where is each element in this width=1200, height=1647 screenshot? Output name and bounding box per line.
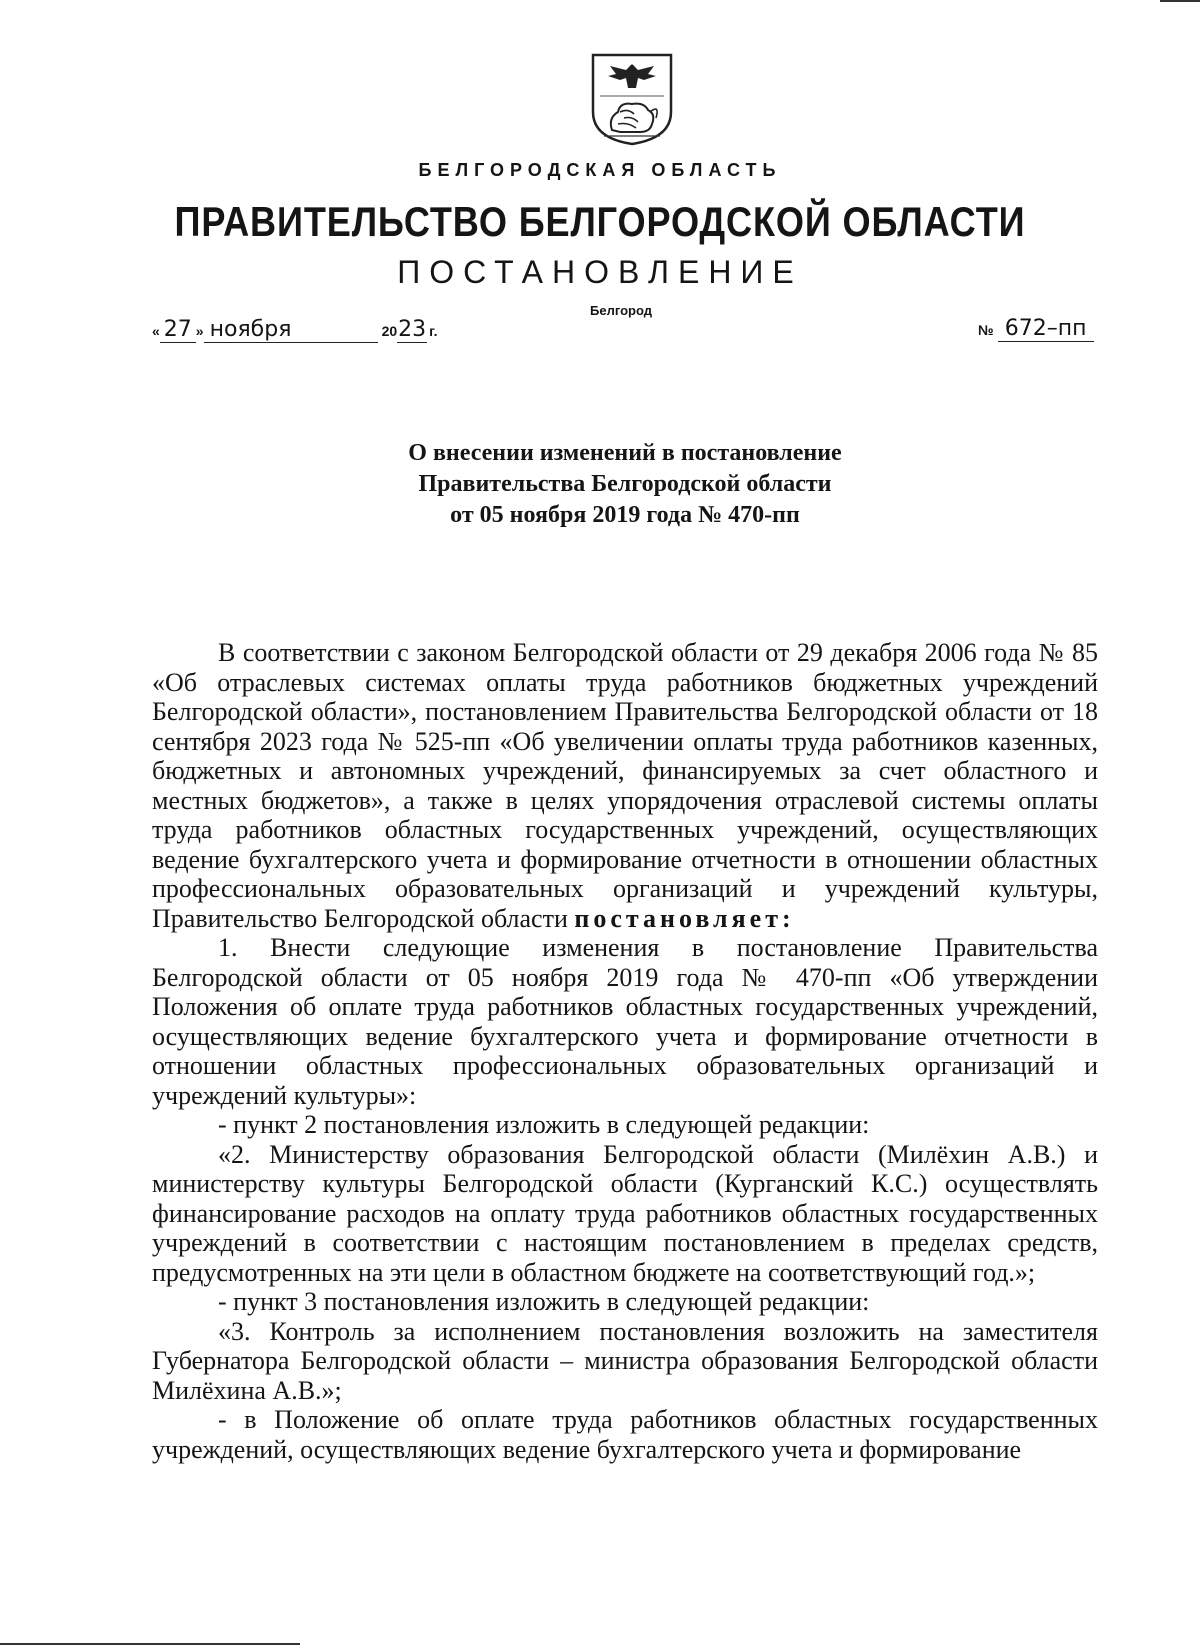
region-name: БЕЛГОРОДСКАЯ ОБЛАСТЬ — [418, 160, 782, 180]
number-value: 672–пп — [998, 316, 1094, 342]
date-close-quote: » — [195, 323, 204, 339]
document-body — [152, 638, 1098, 1464]
belgorod-coat-of-arms-icon — [590, 52, 674, 146]
number-label: № — [978, 322, 994, 338]
paragraph-1 — [152, 638, 1098, 933]
paragraph-1-text: В соответствии с законом Белгородской области от 29 декабря 2006 года № 85 «Об отраслевых системах оплаты труда работников бюджетных учреждений Белгородской области», постановлением Правительства Белгородской области от 18 сентября 2023 года № 525-пп «Об увеличении оплаты труда работников казенных, бюджетных и автономных учреждений, финансируемых за счет областного и местных бюджетов», а также в целях упорядочения отраслевой системы оплаты труда работников областных государственных учреждений, осуществляющих ведение бухгалтерского учета и формирование отчетности в отношении областных профессиональных образовательных организаций и учреждений культуры, Правительство Белгородской области — [152, 638, 1098, 933]
scan-artifact-bottom-left — [0, 1643, 300, 1645]
document-type: ПОСТАНОВЛЕНИЕ — [397, 254, 803, 290]
paragraph-6: «3. Контроль за исполнением постановления возложить на заместителя Губернатора Белгородской области – министра образования Белгородской области Милёхина А.В.»; — [152, 1316, 1098, 1405]
city-name: Белгород — [590, 303, 652, 318]
paragraph-5: - пункт 3 постановления изложить в следующей редакции: — [218, 1287, 870, 1316]
date-day: 27 — [160, 317, 196, 343]
paragraph-7: - в Положение об оплате труда работников областных государственных учреждений, осуществляющих ведение бухгалтерского учета и формирование — [152, 1405, 1098, 1464]
document-date — [152, 316, 438, 343]
paragraph-4: «2. Министерству образования Белгородской области (Милёхин А.В.) и министерству культуры Белгородской области (Курганский К.С.) осуществлять финансирование расходов на оплату труда работников областных государственных учреждений в соответствии с настоящим постановлением в пределах средств, предусмотренных на эти цели в областном бюджете на соответствующий год.»; — [152, 1139, 1098, 1287]
date-year-prefix: 20 — [381, 323, 398, 339]
document-number — [978, 316, 1094, 342]
date-year-suffix: 23 — [398, 317, 427, 342]
resolution-word: постановляет: — [574, 903, 795, 933]
government-name: ПРАВИТЕЛЬСТВО БЕЛГОРОДСКОЙ ОБЛАСТИ — [174, 198, 1026, 245]
date-year-mark: г. — [429, 323, 438, 339]
title-line-1: О внесении изменений в постановление — [408, 440, 842, 466]
document-title — [0, 438, 1200, 531]
title-line-3: от 05 ноября 2019 года № 470-пп — [450, 502, 800, 528]
date-open-quote: « — [152, 323, 160, 339]
paragraph-3: - пункт 2 постановления изложить в следующей редакции: — [218, 1110, 870, 1139]
date-month: ноября — [204, 317, 378, 343]
paragraph-2: 1. Внести следующие изменения в постановление Правительства Белгородской области от 05 ноября 2019 года № 470-пп «Об утверждении Положения об оплате труда работников областных государственных учреждений, осуществляющих ведение бухгалтерского учета и формирование отчетности в отношении областных профессиональных образовательных организаций и учреждений культуры»: — [152, 933, 1098, 1110]
title-line-2: Правительства Белгородской области — [418, 471, 832, 497]
scan-artifact-top-right — [1160, 0, 1200, 2]
